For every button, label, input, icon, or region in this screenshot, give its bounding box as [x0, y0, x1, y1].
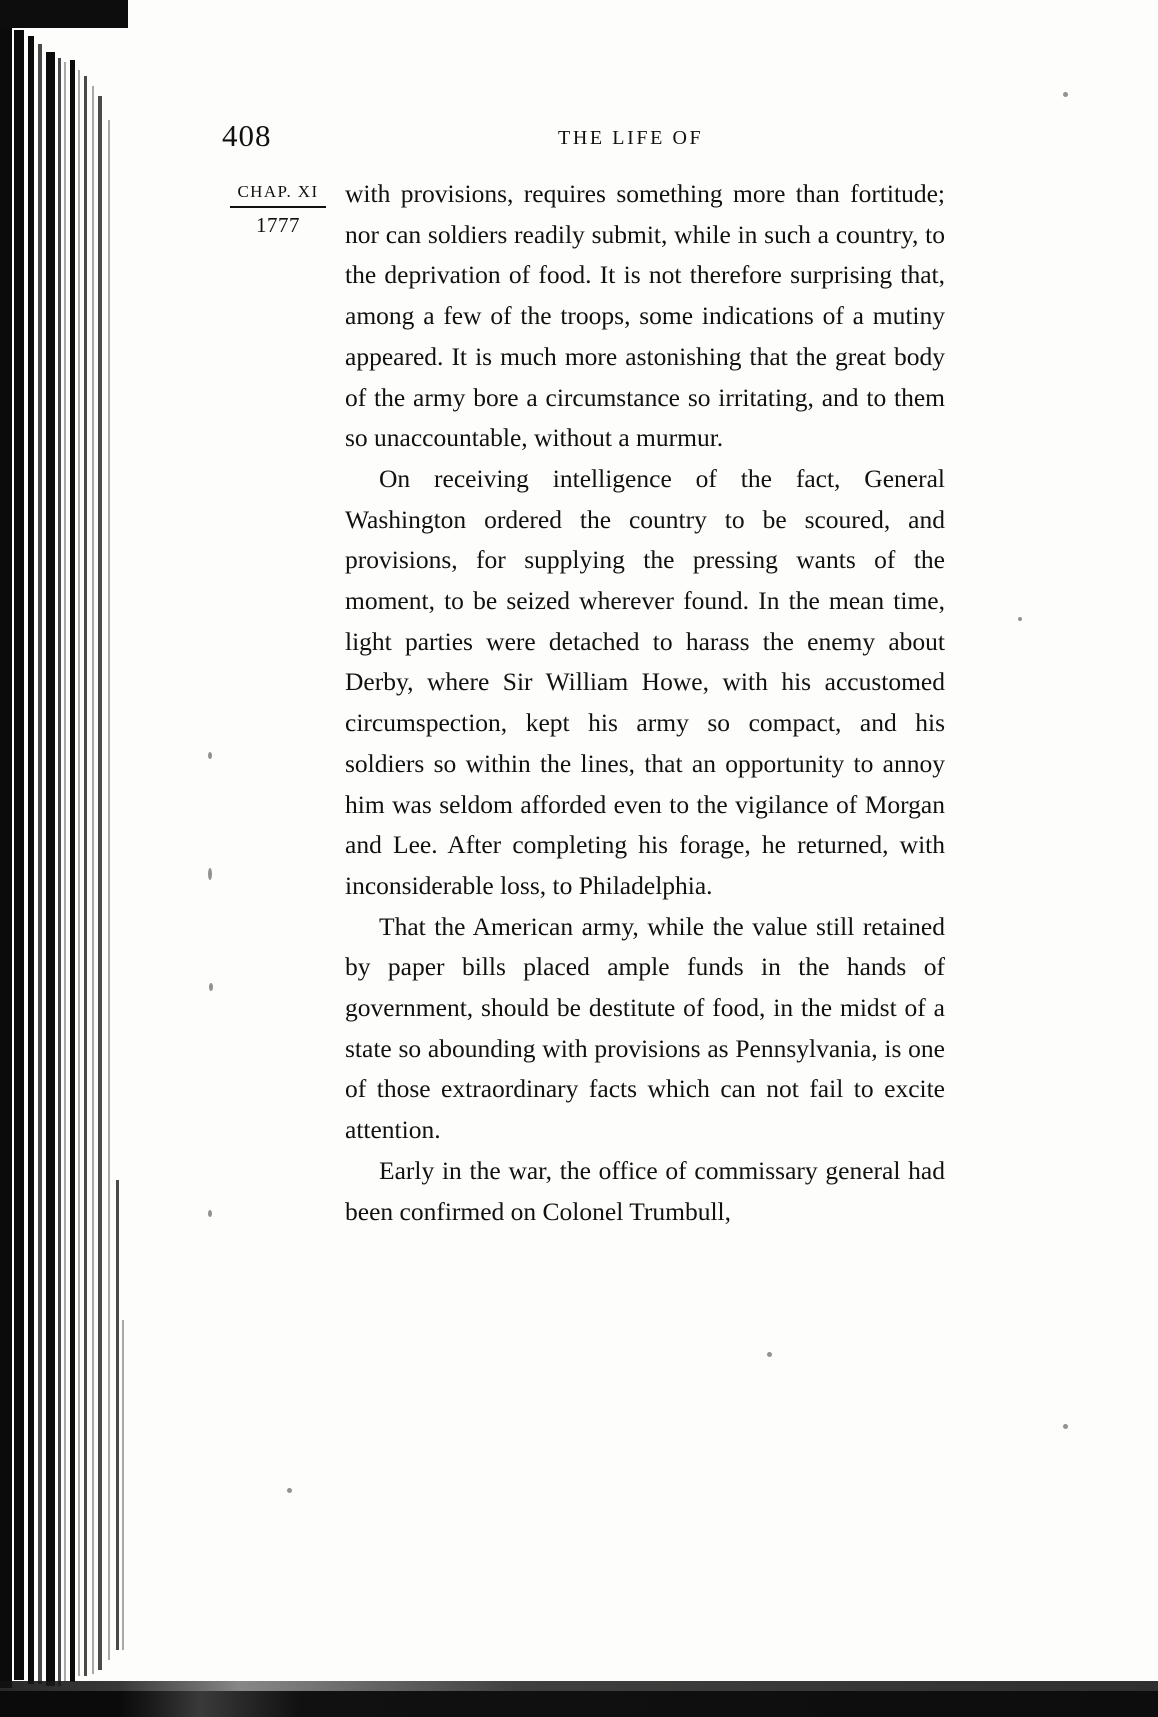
body-text — [345, 174, 945, 1232]
scan-speck — [287, 1488, 292, 1493]
scan-speck — [208, 752, 212, 759]
paragraph: That the American army, while the value still retained by paper bills placed ample funds in the hands of government, should be destitute of food, in the midst of a state so abounding with provisions as Pennsylvania, is one of those extraordinary facts which can not fail to excite attention. — [345, 911, 945, 1145]
marginal-divider — [230, 206, 326, 208]
scan-speck — [1018, 617, 1022, 621]
paragraph: On receiving intelligence of the fact, General Washington ordered the country to be scoured, and provisions, for supplying the pressing wants of the moment, to be seized wherever found. In the mean time, light parties were detached to harass the enemy about Derby, where Sir William Howe, with his accustomed circumspection, kept his army so compact, and his soldiers so within the lines, that an opportunity to annoy him was seldom afforded even to the vigilance of Morgan and Lee. After completing his forage, he returned, with inconsiderable loss, to Philadelphia. — [345, 463, 945, 900]
page-number: 408 — [222, 118, 272, 153]
running-head: THE LIFE OF — [558, 127, 704, 149]
paragraph: with provisions, requires something more than fortitude; nor can soldiers readily submit, while in such a country, to the deprivation of food. It is not therefore surprising that, among a few of the troops, some indications of a mutiny appeared. It is much more astonishing that the great body of the army bore a circumstance so irritating, and to them so unaccountable, without a murmur. — [345, 179, 945, 453]
year-label: 1777 — [256, 213, 300, 237]
chapter-label: CHAP. XI — [237, 182, 319, 201]
marginal-note — [222, 182, 334, 238]
scan-gutter-shadow — [0, 0, 140, 1717]
scan-bottom-artifact — [0, 1691, 1158, 1717]
scan-speck — [767, 1352, 772, 1357]
scan-speck — [208, 1210, 212, 1217]
paragraph: Early in the war, the office of commissary general had been confirmed on Colonel Trumbull, — [345, 1155, 945, 1226]
scan-corner-artifact — [0, 0, 128, 28]
scan-bottom-artifact-soft — [0, 1681, 1158, 1691]
scan-speck — [1063, 1424, 1068, 1429]
scan-speck — [208, 868, 212, 880]
scan-speck — [209, 983, 213, 991]
scan-speck — [1063, 92, 1068, 97]
